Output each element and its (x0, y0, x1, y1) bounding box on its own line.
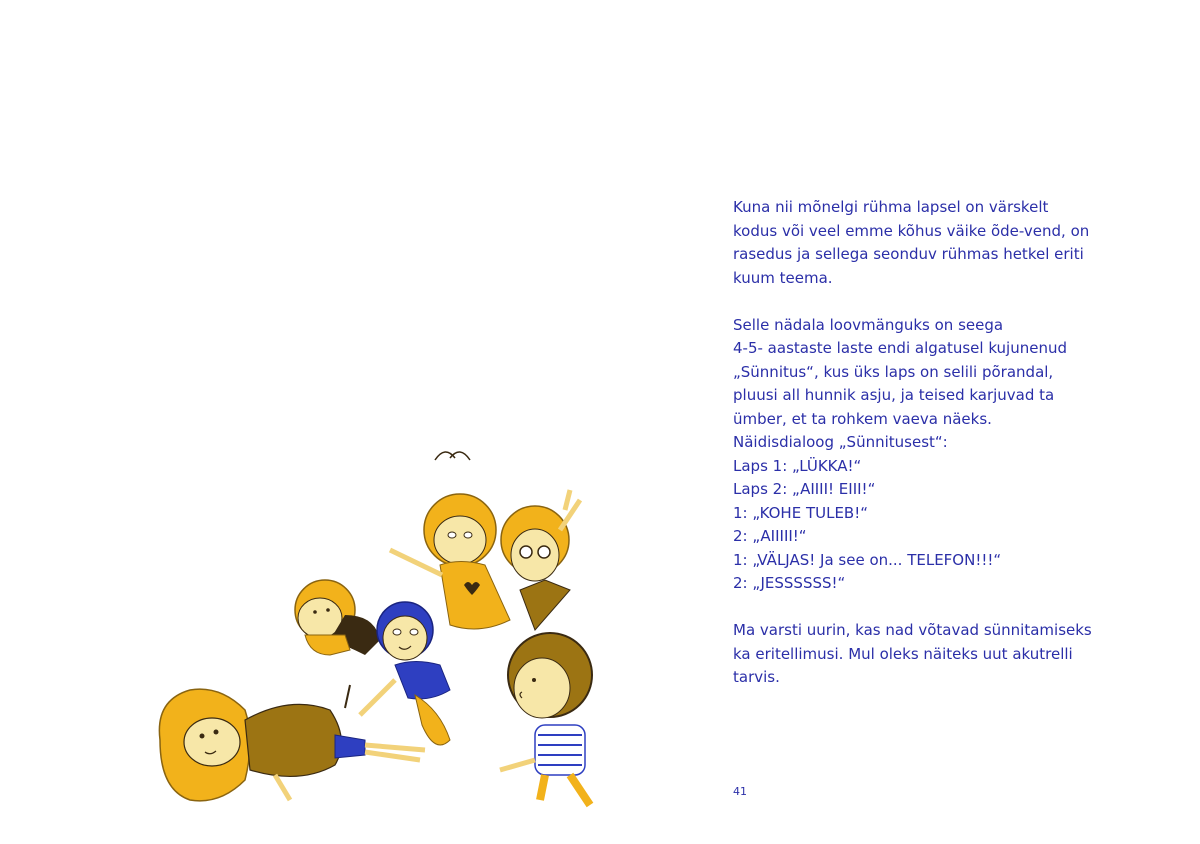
text-line: 1: „VÄLJAS! Ja see on... TELEFON!!!“ (733, 550, 1002, 569)
glasses-boy-figure (501, 490, 580, 630)
children-birth-play-illustration (150, 440, 610, 820)
crawling-boy-figure (295, 580, 380, 655)
blue-haired-child-figure (360, 602, 450, 745)
text-line: pluusi all hunnik asju, ja teised karjuvad ta (733, 386, 1055, 404)
text-line: kodus või veel emme kõhus väike õde-vend, on (733, 221, 1090, 240)
text-line: 4-5- aastaste laste endi algatusel kujunenud (733, 339, 1068, 357)
paragraph-closing (733, 619, 1113, 690)
page-number: 41 (733, 785, 747, 798)
text-line: Ma varsti uurin, kas nad võtavad sünnitamiseks (733, 621, 1092, 639)
text-line: 2: „JESSSSSS!“ (733, 574, 846, 592)
text-line: ümber, et ta rohkem vaeva näeks. (733, 409, 992, 428)
text-line: kuum teema. (733, 268, 833, 287)
text-line: rasedus ja sellega seonduv rühmas hetkel eriti (733, 245, 1084, 263)
lying-girl-figure (159, 685, 425, 801)
text-line: „Sünnitus“, kus üks laps on selili põrandal, (733, 362, 1054, 381)
text-line: 1: „KOHE TULEB!“ (733, 503, 868, 522)
paragraph-dialogue (733, 314, 1113, 596)
text-line: tarvis. (733, 668, 780, 686)
text-line: Laps 2: „AIIII! EIII!“ (733, 480, 876, 498)
curly-boy-figure (500, 633, 592, 805)
text-line: Näidisdialoog „Sünnitusest“: (733, 433, 948, 451)
text-line: Laps 1: „LÜKKA!“ (733, 456, 862, 475)
text-line: ka eritellimusi. Mul oleks näiteks uut akutrelli (733, 644, 1073, 663)
text-line: Selle nädala loovmänguks on seega (733, 315, 1004, 334)
paragraph-intro (733, 196, 1113, 290)
text-line: Kuna nii mõnelgi rühma lapsel on värskelt (733, 198, 1049, 216)
text-line: 2: „AIIIII!“ (733, 527, 807, 545)
story-text (733, 196, 1113, 690)
